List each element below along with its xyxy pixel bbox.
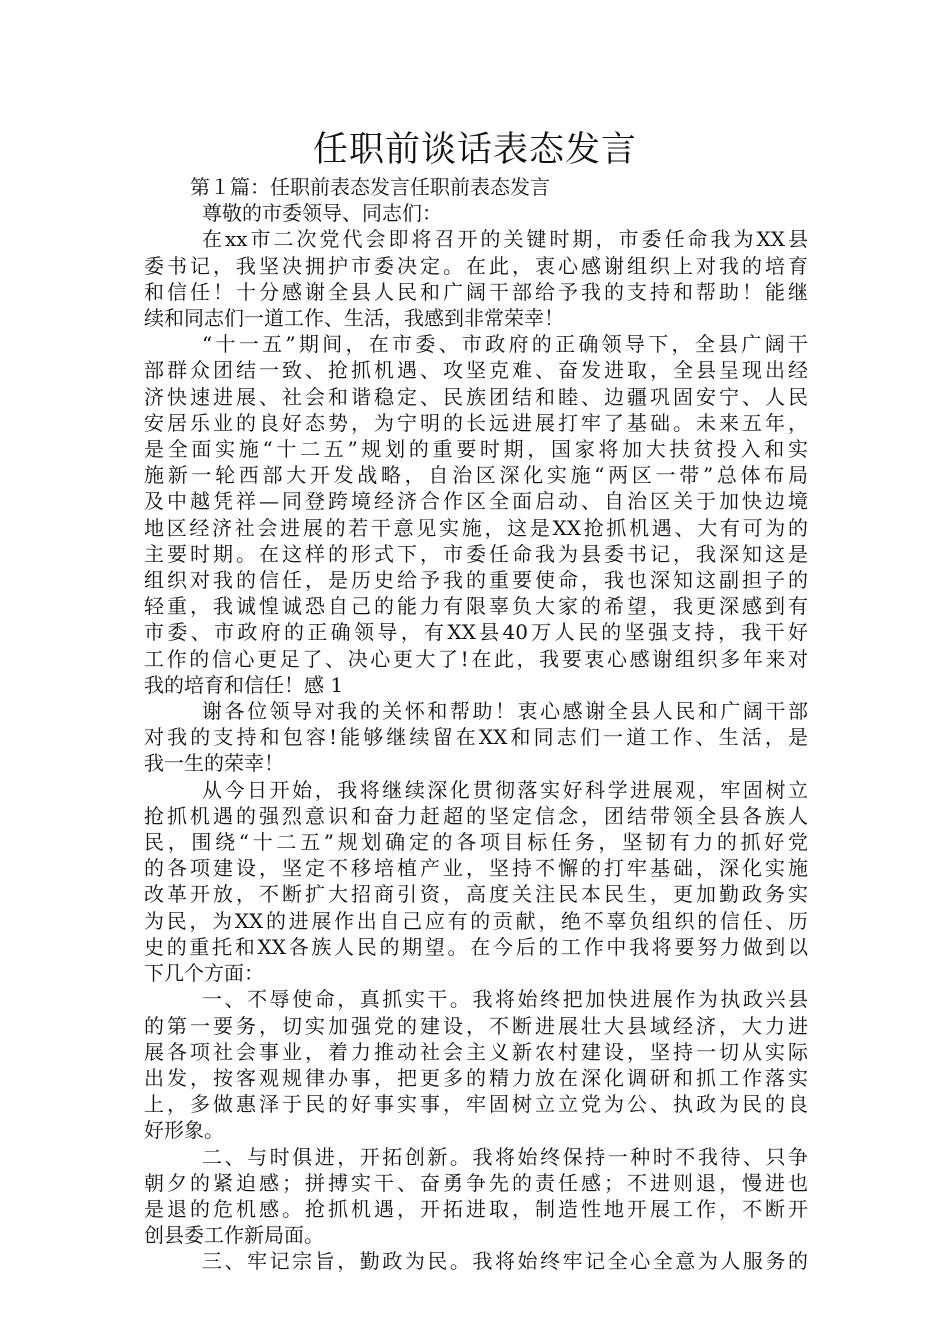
paragraph-line: 为民，为XX的进展作出自己应有的贡献，绝不辜负组织的信任、历	[144, 908, 808, 933]
paragraph	[144, 986, 808, 1143]
paragraph-line: 是全面实施“十二五”规划的重要时期，国家将加大扶贫投入和实	[144, 437, 808, 462]
paragraph-line: 史的重托和XX各族人民的期望。在今后的工作中我将要努力做到以	[144, 934, 808, 959]
paragraph-line: 展各项社会事业，着力推动社会主义新农村建设，坚持一切从实际	[144, 1039, 808, 1064]
paragraph-line: 二、与时俱进，开拓创新。我将始终保持一种时不我待、只争	[202, 1144, 808, 1169]
paragraph-line: 委书记，我坚决拥护市委决定。在此，衷心感谢组织上对我的培育	[144, 253, 808, 278]
paragraph-line: 创县委工作新局面。	[144, 1223, 324, 1248]
paragraph-line: 施新一轮西部大开发战略，自治区深化实施“两区一带”总体布局	[144, 463, 808, 488]
paragraph-line: 在xx市二次党代会即将召开的关键时期，市委任命我为XX县	[202, 227, 808, 252]
salutation: 尊敬的市委领导、同志们：	[202, 201, 442, 226]
paragraph	[144, 226, 808, 331]
paragraph-line: 市委、市政府的正确领导，有XX县40万人民的坚强支持，我干好	[144, 620, 808, 645]
paragraph-line: 的各项建设，坚定不移培植产业，坚持不懈的打牢基础，深化实施	[144, 856, 808, 881]
paragraph	[144, 1248, 808, 1274]
document-body	[144, 174, 808, 1275]
paragraph	[144, 777, 808, 987]
paragraph-line: 主要时期。在这样的形式下，市委任命我为县委书记，我深知这是	[144, 541, 808, 566]
paragraph-line: 是退的危机感。抢抓机遇，开拓进取，制造性地开展工作，不断开	[144, 1196, 808, 1221]
paragraph-line: 的第一要务，切实加强党的建设，不断进展壮大县域经济，大力进	[144, 1013, 808, 1038]
paragraph-line: 从今日开始，我将继续深化贯彻落实好科学进展观，牢固树立	[202, 777, 808, 802]
paragraph-line: 和信任！十分感谢全县人民和广阔干部给予我的支持和帮助！能继	[144, 279, 808, 304]
paragraph-line: 续和同志们一道工作、生活，我感到非常荣幸！	[144, 306, 564, 331]
paragraph-line: 朝夕的紧迫感；拼搏实干、奋勇争先的责任感；不进则退，慢进也	[144, 1170, 808, 1195]
paragraph-line: 上，多做惠泽于民的好事实事，牢固树立立党为公、执政为民的良	[144, 1092, 808, 1117]
paragraph-line: 工作的信心更足了、决心更大了!在此，我要衷心感谢组织多年来对	[144, 646, 808, 671]
paragraph-line: 轻重，我诚惶诚恐自己的能力有限辜负大家的希望，我更深感到有	[144, 594, 808, 619]
paragraph-line: 三、牢记宗旨，勤政为民。我将始终牢记全心全意为人服务的	[202, 1249, 808, 1274]
section-heading: 第１篇：任职前表态发言任职前表态发言	[190, 175, 550, 199]
paragraph-line: 部群众团结一致、抢抓机遇、攻坚克难、奋发进取，全县呈现出经	[144, 358, 808, 383]
paragraph-line: 我的培育和信任！感 1	[144, 672, 344, 697]
paragraph-line: 安居乐业的良好态势，为宁明的长远进展打牢了基础。未来五年，	[144, 410, 808, 435]
paragraph	[144, 331, 808, 698]
paragraph	[144, 698, 808, 777]
document-title: 任职前谈话表态发言	[312, 130, 637, 170]
paragraph-line: 民，围绕“十二五”规划确定的各项目标任务，坚韧有力的抓好党	[144, 830, 808, 855]
paragraph-line: 济快速进展、社会和谐稳定、民族团结和睦、边疆巩固安宁、人民	[144, 384, 808, 409]
paragraph-line: 抢抓机遇的强烈意识和奋力赶超的坚定信念，团结带领全县各族人	[144, 803, 808, 828]
paragraph-line: 地区经济社会进展的若干意见实施，这是XX抢抓机遇、大有可为的	[144, 515, 808, 540]
paragraph-line: 组织对我的信任，是历史给予我的重要使命，我也深知这副担子的	[144, 568, 808, 593]
paragraph-line: “十一五”期间，在市委、市政府的正确领导下，全县广阔干	[202, 332, 808, 357]
paragraph-line: 改革开放，不断扩大招商引资，高度关注民本民生，更加勤政务实	[144, 882, 808, 907]
paragraph-line: 及中越凭祥—同登跨境经济合作区全面启动、自治区关于加快边境	[144, 489, 808, 514]
paragraph-line: 一、不辱使命，真抓实干。我将始终把加快进展作为执政兴县	[202, 987, 808, 1012]
paragraph-line: 下几个方面：	[144, 961, 264, 986]
paragraph-line: 对我的支持和包容!能够继续留在XX和同志们一道工作、生活，是	[144, 725, 808, 750]
paragraph	[144, 1144, 808, 1249]
paragraph-line: 出发，按客观规律办事，把更多的精力放在深化调研和抓工作落实	[144, 1065, 808, 1090]
paragraph-line: 我一生的荣幸！	[144, 751, 284, 776]
paragraph-line: 谢各位领导对我的关怀和帮助！衷心感谢全县人民和广阔干部	[202, 699, 808, 724]
paragraph-line: 好形象。	[144, 1118, 224, 1143]
